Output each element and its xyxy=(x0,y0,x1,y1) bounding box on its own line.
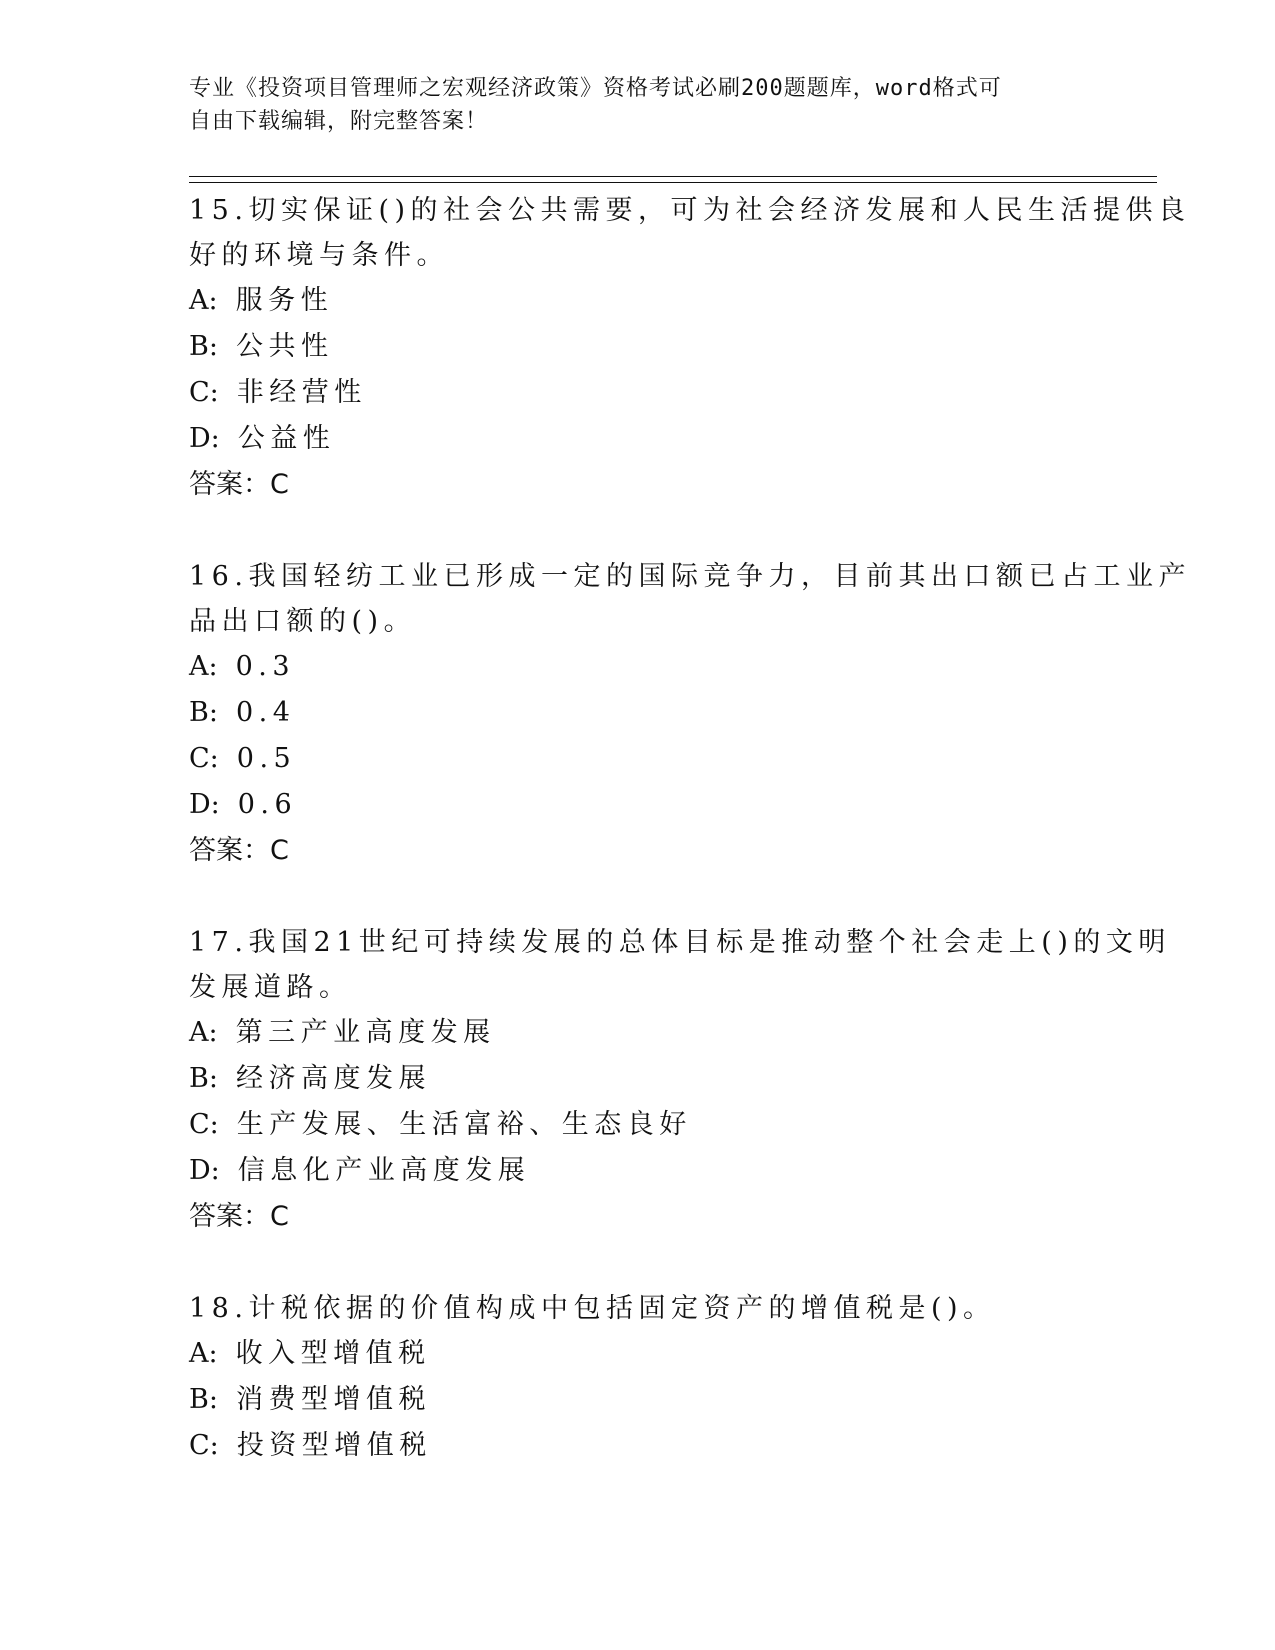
question-stem-line: 17.我国21世纪可持续发展的总体目标是推动整个社会走上()的文明 xyxy=(189,927,1171,958)
option-b xyxy=(189,1056,1089,1102)
option-text: 生产发展、生活富裕、生态良好 xyxy=(236,1109,692,1140)
option-key: B: xyxy=(189,1384,218,1415)
option-c xyxy=(189,1423,1089,1469)
question-stem-line: 15.切实保证()的社会公共需要，可为社会经济发展和人民生活提供良 xyxy=(189,195,1191,226)
option-key: B: xyxy=(189,331,218,362)
option-text: 信息化产业高度发展 xyxy=(237,1155,531,1186)
question-stem-line: 发展道路。 xyxy=(189,972,352,1003)
option-a xyxy=(189,1331,1089,1377)
header-line-1: 专业《投资项目管理师之宏观经济政策》资格考试必刷200题题库，word格式可 xyxy=(189,76,1002,101)
question-18 xyxy=(189,1286,1089,1469)
option-text: 公共性 xyxy=(235,331,334,362)
question-16 xyxy=(189,554,1191,874)
option-b xyxy=(189,1377,1089,1423)
option-a xyxy=(189,1010,1089,1056)
option-key: A: xyxy=(189,285,218,316)
answer-line: 答案：C xyxy=(189,469,289,500)
header-divider-bottom xyxy=(189,182,1157,183)
question-stem xyxy=(189,920,1171,1010)
option-key: B: xyxy=(189,697,218,728)
header-divider-top xyxy=(189,176,1157,177)
option-text: 服务性 xyxy=(235,285,334,316)
option-text: 非经营性 xyxy=(236,377,367,408)
question-stem-line: 好的环境与条件。 xyxy=(189,240,449,271)
option-key: C: xyxy=(189,1430,219,1461)
question-stem-line: 品出口额的()。 xyxy=(189,606,417,637)
question-17 xyxy=(189,920,1171,1240)
option-d xyxy=(189,416,1089,462)
option-b xyxy=(189,690,1089,736)
option-a xyxy=(189,278,1089,324)
option-key: A: xyxy=(189,1338,218,1369)
question-stem-line: 18.计税依据的价值构成中包括固定资产的增值税是()。 xyxy=(189,1293,996,1324)
question-stem xyxy=(189,188,1191,278)
option-text: 0.5 xyxy=(236,743,297,774)
option-key: A: xyxy=(189,1017,218,1048)
option-text: 投资型增值税 xyxy=(236,1430,432,1461)
question-list xyxy=(189,188,1191,1515)
option-key: C: xyxy=(189,377,219,408)
option-c xyxy=(189,1102,1089,1148)
question-stem xyxy=(189,1286,1089,1331)
document-header xyxy=(189,72,1089,138)
option-c xyxy=(189,370,1089,416)
option-text: 0.4 xyxy=(235,697,296,728)
option-key: D: xyxy=(189,789,220,820)
question-15 xyxy=(189,188,1191,508)
option-d xyxy=(189,1148,1089,1194)
option-text: 收入型增值税 xyxy=(235,1338,431,1369)
question-stem-line: 16.我国轻纺工业已形成一定的国际竞争力，目前其出口额已占工业产 xyxy=(189,561,1191,592)
option-b xyxy=(189,324,1089,370)
option-text: 第三产业高度发展 xyxy=(235,1017,496,1048)
option-text: 经济高度发展 xyxy=(235,1063,431,1094)
option-a xyxy=(189,644,1089,690)
answer-line: 答案：C xyxy=(189,835,289,866)
option-key: C: xyxy=(189,1109,219,1140)
option-key: C: xyxy=(189,743,219,774)
option-key: A: xyxy=(189,651,218,682)
answer-line: 答案：C xyxy=(189,1201,289,1232)
option-key: D: xyxy=(189,423,220,454)
option-d xyxy=(189,782,1089,828)
option-c xyxy=(189,736,1089,782)
option-text: 0.3 xyxy=(235,651,296,682)
option-key: D: xyxy=(189,1155,220,1186)
option-text: 公益性 xyxy=(237,423,336,454)
option-text: 消费型增值税 xyxy=(235,1384,431,1415)
question-stem xyxy=(189,554,1191,644)
header-line-2: 自由下载编辑，附完整答案！ xyxy=(189,109,489,134)
option-text: 0.6 xyxy=(237,789,298,820)
option-key: B: xyxy=(189,1063,218,1094)
